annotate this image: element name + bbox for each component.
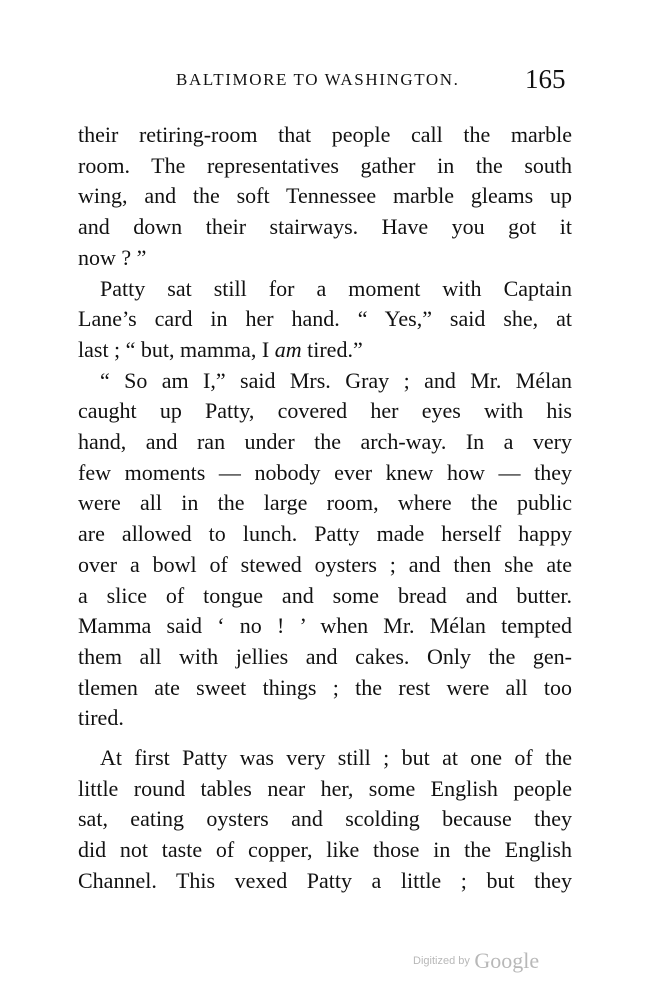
watermark-brand: Google <box>474 948 540 973</box>
text-line: and down their stairways. Have you got it <box>78 214 572 240</box>
text-line: a slice of tongue and some bread and butter. <box>78 582 572 608</box>
text-line: tired. <box>78 705 124 731</box>
text-line: did not taste of copper, like those in the English <box>78 837 572 863</box>
text-line: little round tables near her, some English people <box>78 775 572 801</box>
text-fragment: last ; “ but, mamma, I <box>78 336 275 362</box>
text-line: room. The representatives gather in the south <box>78 152 572 178</box>
digitization-watermark <box>413 948 539 974</box>
body-text <box>78 120 572 897</box>
text-line: are allowed to lunch. Patty made herself happy <box>78 521 572 547</box>
text-line: them all with jellies and cakes. Only the gen- <box>78 643 572 669</box>
emphasis-word: am <box>274 336 302 362</box>
paragraph-gap <box>78 734 572 743</box>
text-line: over a bowl of stewed oysters ; and then she ate <box>78 551 572 577</box>
text-line: Mamma said ‘ no ! ’ when Mr. Mélan tempted <box>78 613 572 639</box>
text-line: At first Patty was very still ; but at one of the <box>100 745 572 771</box>
text-line: sat, eating oysters and scolding because they <box>78 806 572 832</box>
text-line: Lane’s card in her hand. “ Yes,” said she, at <box>78 306 572 332</box>
running-head-title: BALTIMORE TO WASHINGTON. <box>176 70 460 89</box>
text-line: wing, and the soft Tennessee marble gleams up <box>78 183 572 209</box>
text-line: few moments — nobody ever knew how — they <box>78 459 572 485</box>
page-number: 165 <box>525 64 566 94</box>
text-line: tlemen ate sweet things ; the rest were all too <box>78 674 572 700</box>
text-fragment: tired.” <box>301 336 363 362</box>
text-line: now ? ” <box>78 244 147 270</box>
text-line: Channel. This vexed Patty a little ; but they <box>78 867 572 893</box>
text-line: “ So am I,” said Mrs. Gray ; and Mr. Mélan <box>100 367 572 393</box>
text-line: hand, and ran under the arch-way. In a very <box>78 429 572 455</box>
watermark-prefix: Digitized by <box>413 955 470 967</box>
text-line: Patty sat still for a moment with Captain <box>100 275 572 301</box>
text-line: their retiring-room that people call the marble <box>78 122 572 147</box>
text-line: caught up Patty, covered her eyes with his <box>78 398 572 424</box>
text-line: were all in the large room, where the public <box>78 490 572 516</box>
text-line <box>78 335 572 366</box>
